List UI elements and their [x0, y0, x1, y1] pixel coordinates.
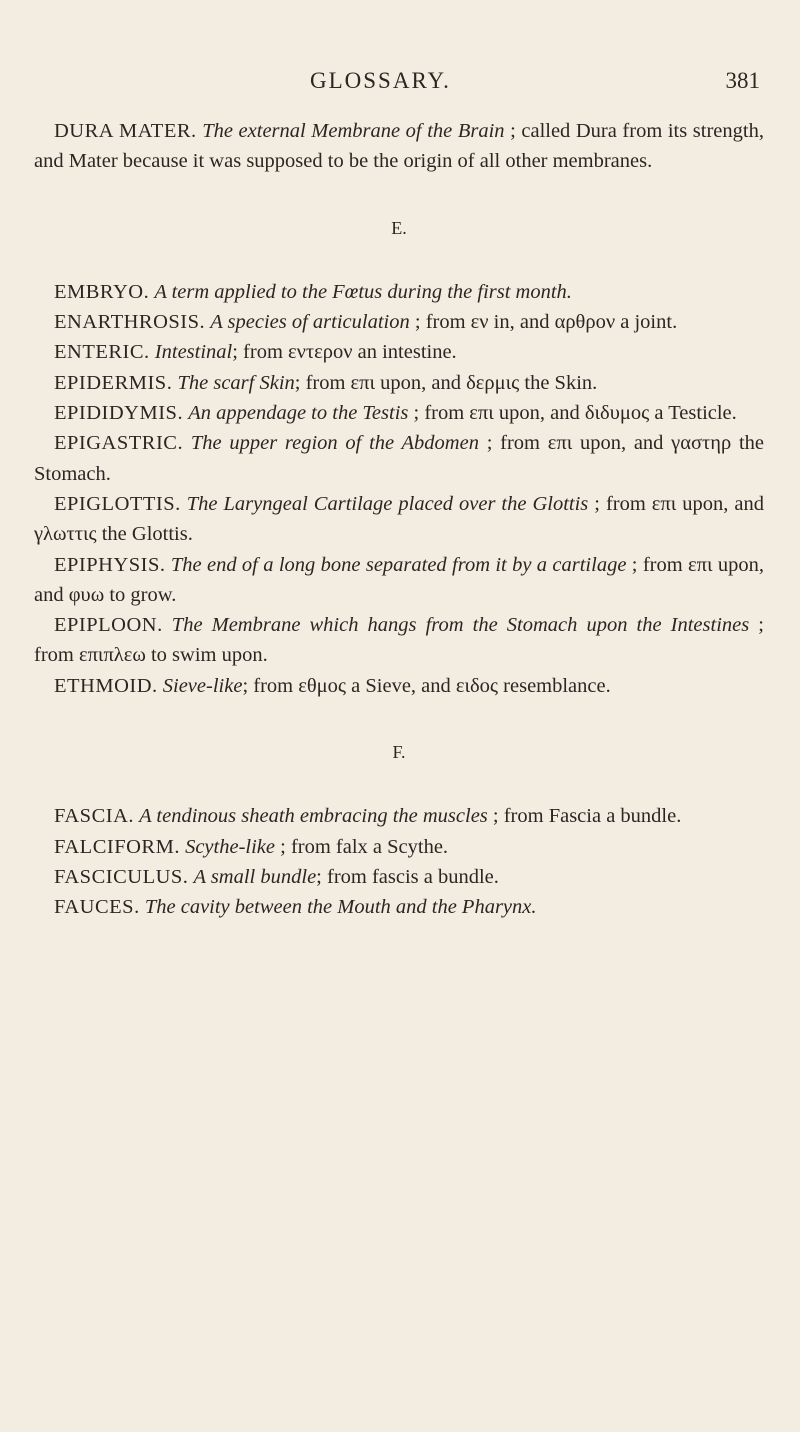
entry-headword: FASCICULUS.	[54, 865, 189, 888]
entry-headword: DURA MATER.	[54, 120, 197, 142]
glossary-entry	[34, 116, 764, 177]
entry-definition: A term applied to the Fœtus during the first month.	[154, 280, 572, 303]
entry-etymology: ; from επι upon, and διδυμος a Testicle.	[408, 402, 737, 425]
entry-etymology: ; called Dura from its strength, and Mater because it was supposed to be the origin of all other membranes.	[34, 120, 764, 173]
entry-definition: A tendinous sheath embracing the muscles	[139, 805, 488, 828]
entry-etymology: ; from επι upon, and γαστηρ the Stomach.	[34, 432, 764, 485]
entry-headword: FASCIA.	[54, 805, 135, 828]
running-title: GLOSSARY.	[310, 68, 451, 93]
entry-etymology: ; from επι upon, and δερμις the Skin.	[294, 371, 598, 394]
entry-definition: A species of articulation	[210, 311, 410, 334]
glossary-entry	[34, 892, 764, 922]
entry-headword: ETHMOID.	[54, 674, 158, 697]
glossary-entry	[34, 610, 764, 671]
glossary-entry	[34, 832, 764, 862]
entry-headword: EPIDERMIS.	[54, 371, 173, 394]
entry-headword: ENTERIC.	[54, 341, 150, 364]
entry-definition: The Laryngeal Cartilage placed over the Glottis	[186, 492, 589, 515]
entry-etymology: ; from falx a Scythe.	[275, 835, 449, 858]
entry-headword: ENARTHROSIS.	[54, 311, 206, 334]
entry-headword: EPIGASTRIC.	[54, 432, 184, 455]
entry-headword: EMBRYO.	[54, 280, 150, 303]
glossary-entry	[34, 671, 764, 701]
entry-etymology: ; from Fascia a bundle.	[487, 805, 682, 828]
entry-definition: Scythe-like	[185, 835, 275, 858]
entry-etymology: ; from εθμος a Sieve, and ειδος resemblance.	[242, 674, 611, 697]
entry-etymology: ; from επι upon, and γλωττις the Glottis.	[34, 492, 764, 546]
glossary-entry	[34, 368, 764, 398]
entry-etymology: ; from επιπλεω to swim upon.	[34, 614, 764, 667]
entry-etymology: ; from fascis a bundle.	[316, 865, 499, 888]
entry-headword: FAUCES.	[54, 896, 140, 919]
glossary-entry	[34, 307, 764, 337]
entry-headword: FALCIFORM.	[54, 835, 180, 858]
glossary-entry	[34, 398, 764, 428]
entry-definition: The external Membrane of the Brain	[202, 120, 505, 142]
glossary-entry	[34, 489, 764, 550]
glossary-entry	[34, 862, 764, 892]
glossary-entry	[34, 337, 764, 367]
entry-headword: EPIDIDYMIS.	[54, 402, 184, 425]
entry-definition: The scarf Skin	[177, 371, 295, 394]
glossary-entry	[34, 277, 764, 307]
entry-definition: Sieve-like	[162, 674, 243, 697]
entry-definition: An appendage to the Testis	[188, 402, 409, 425]
entry-definition: Intestinal	[154, 341, 233, 364]
glossary-entry	[34, 801, 764, 831]
section-letter-f: F.	[392, 742, 406, 763]
entry-etymology: ; from επι upon, and φυω to grow.	[34, 553, 764, 606]
page-number: 381	[725, 68, 760, 93]
running-head	[0, 68, 800, 108]
entry-etymology: ; from εν in, and αρθρον a joint.	[409, 311, 678, 334]
entry-headword: EPIPHYSIS.	[54, 553, 166, 576]
glossary-body	[34, 116, 764, 923]
entry-etymology: ; from εντερον an intestine.	[232, 341, 457, 364]
entry-definition: The Membrane which hangs from the Stomach upon the Intestines	[171, 614, 750, 637]
entry-headword: EPIGLOTTIS.	[54, 492, 181, 515]
entry-definition: The upper region of the Abdomen	[190, 432, 479, 455]
entry-definition: The end of a long bone separated from it by a cartilage	[170, 553, 627, 576]
section-letter-e: E.	[391, 217, 407, 238]
entry-definition: A small bundle	[193, 865, 317, 888]
entry-definition: The cavity between the Mouth and the Pharynx.	[144, 896, 537, 919]
glossary-entry	[34, 428, 764, 489]
entry-headword: EPIPLOON.	[54, 614, 163, 637]
glossary-entry	[34, 550, 764, 611]
